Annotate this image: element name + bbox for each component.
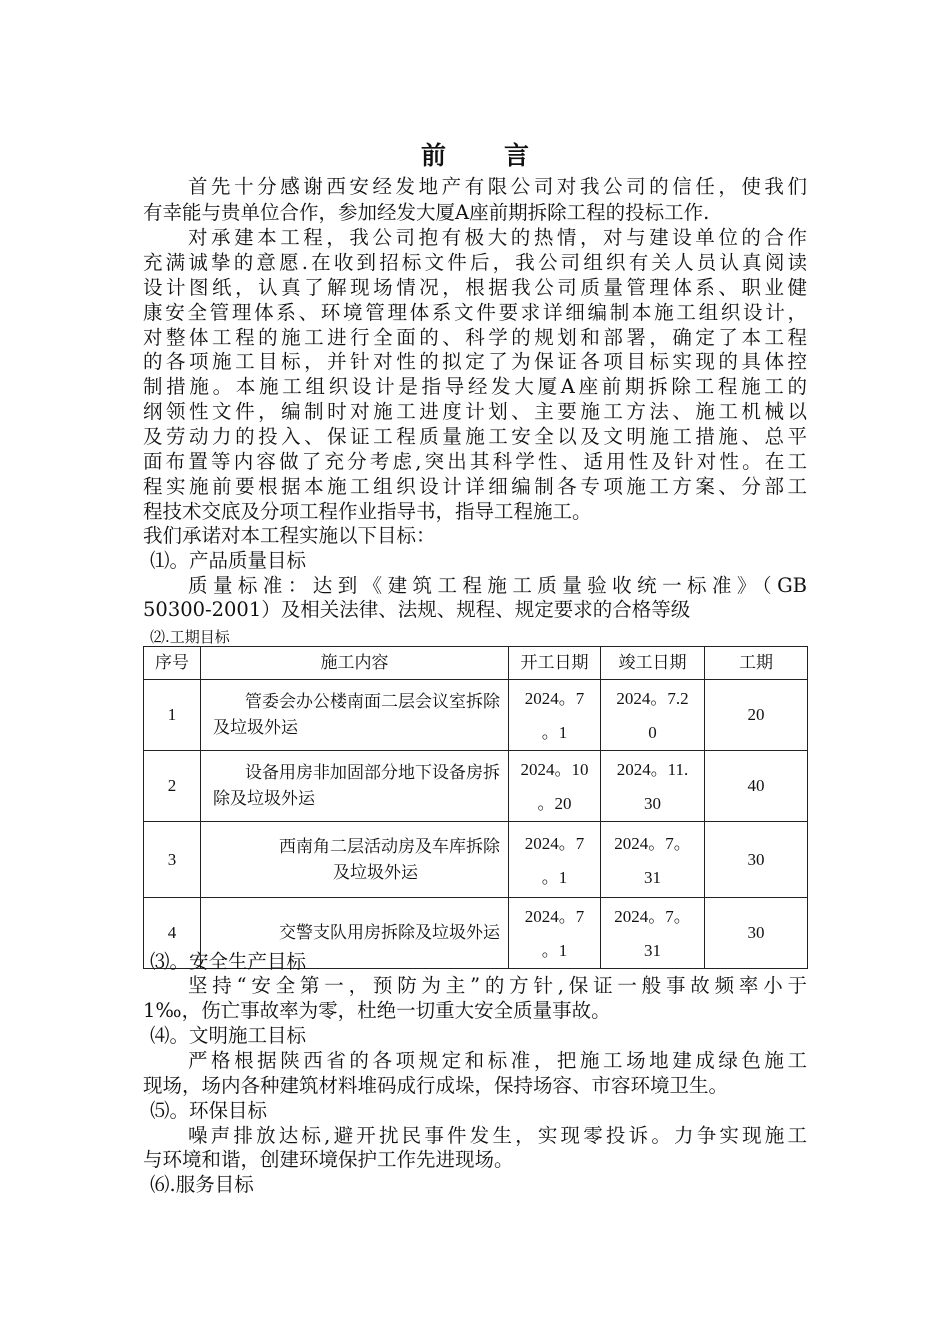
table-row <box>144 822 808 898</box>
intro-p2-line-1: 对承建本工程，我公司抱有极大的热情，对与建设单位的合作 <box>188 226 807 249</box>
row-content <box>201 680 509 751</box>
row-end-line: 2024。7。 <box>614 907 691 926</box>
row-start-line: 2024。7 <box>524 833 585 853</box>
commitment-line: 我们承诺对本工程实施以下目标： <box>143 524 436 547</box>
goal6-heading: ⑹.服务目标 <box>150 1173 254 1196</box>
row-end-line: 0 <box>648 723 657 742</box>
header-days: 工期 <box>705 647 808 680</box>
goal5-line-1: 噪声排放达标,避开扰民事件发生，实现零投诉。力争实现施工 <box>188 1124 807 1147</box>
goal3-line-2: 1‰，伤亡事故率为零，杜绝一切重大安全质量事故。 <box>143 999 611 1022</box>
row-days: 40 <box>705 751 808 822</box>
intro-p2-line-8: 纲领性文件，编制时对施工进度计划、主要施工方法、施工机械以 <box>143 400 807 423</box>
row-content-line: 西南角二层活动房及车库拆除 <box>279 836 500 856</box>
row-end <box>601 680 705 751</box>
goal2-heading: ⑵.工期目标 <box>150 628 230 646</box>
schedule-table <box>143 646 808 969</box>
row-end-line: 30 <box>644 794 661 813</box>
row-end-line: 2024。7.2 <box>616 689 689 708</box>
row-content-line: 设备用房非加固部分地下设备房拆 <box>245 763 500 782</box>
row-content <box>201 822 509 898</box>
row-content-line: 除及垃圾外运 <box>213 789 315 808</box>
intro-p2-line-6: 的各项施工目标，并针对性的拟定了为保证各项目标实现的具体控 <box>143 350 807 373</box>
row-start-line: 2024。10 <box>520 760 589 779</box>
header-no: 序号 <box>144 647 201 680</box>
title-char-1: 前 <box>420 141 446 170</box>
goal4-line-1: 严格根据陕西省的各项规定和标准，把施工场地建成绿色施工 <box>188 1049 807 1072</box>
row-start <box>509 751 601 822</box>
row-days: 20 <box>705 680 808 751</box>
table-row <box>144 680 808 751</box>
row-no: 3 <box>144 822 201 898</box>
row-end-line: 31 <box>644 867 661 887</box>
intro-p2-line-7: 制措施。本施工组织设计是指导经发大厦A座前期拆除工程施工的 <box>143 375 807 398</box>
intro-p2-line-9: 及劳动力的投入、保证工程质量施工安全以及文明施工措施、总平 <box>143 425 807 448</box>
table-row <box>144 751 808 822</box>
row-start-line: 。1 <box>541 723 568 742</box>
row-days: 30 <box>705 898 808 969</box>
intro-p2-line-10: 面布置等内容做了充分考虑,突出其科学性、适用性及针对性。在工 <box>143 450 807 473</box>
header-content: 施工内容 <box>201 647 509 680</box>
row-no: 1 <box>144 680 201 751</box>
row-end-line: 2024。11. <box>616 760 689 779</box>
row-start <box>509 822 601 898</box>
goal4-line-2: 现场，场内各种建筑材料堆码成行成垛，保持场容、市容环境卫生。 <box>143 1074 729 1097</box>
header-end: 竣工日期 <box>601 647 705 680</box>
row-end <box>601 822 705 898</box>
table-header-row <box>144 647 808 680</box>
intro-p2-line-2: 充满诚挚的意愿.在收到招标文件后，我公司组织有关人员认真阅读 <box>143 251 807 274</box>
intro-p1-line-2: 有幸能与贵单位合作，参加经发大厦A座前期拆除工程的投标工作. <box>143 201 710 224</box>
row-start-line: 2024。7 <box>524 689 585 708</box>
row-no: 2 <box>144 751 201 822</box>
row-content-line: 及垃圾外运 <box>213 718 298 737</box>
goal4-heading: ⑷。文明施工目标 <box>150 1024 307 1047</box>
intro-p2-line-5: 对整体工程的施工进行全面的、科学的规划和部署，确定了本工程 <box>143 326 807 349</box>
title-char-2: 言 <box>504 141 530 170</box>
row-start-line: 。1 <box>541 941 568 960</box>
row-end <box>601 751 705 822</box>
intro-p1-line-1: 首先十分感谢西安经发地产有限公司对我公司的信任，使我们 <box>188 175 807 198</box>
header-start: 开工日期 <box>509 647 601 680</box>
row-no: 4 <box>144 898 201 969</box>
goal3-heading: ⑶。安全生产目标 <box>150 950 307 973</box>
page-title <box>0 136 950 172</box>
row-end-line: 2024。7。 <box>614 833 691 853</box>
row-days: 30 <box>705 822 808 898</box>
intro-p2-line-3: 设计图纸，认真了解现场情况，根据我公司质量管理体系、职业健 <box>143 276 807 299</box>
goal5-line-2: 与环境和谐，创建环境保护工作先进现场。 <box>143 1148 514 1171</box>
row-content <box>201 751 509 822</box>
goal1-line-1: 质量标准：达到《建筑工程施工质量验收统一标准》（GB <box>188 574 807 597</box>
row-end <box>601 898 705 969</box>
row-end-line: 31 <box>644 941 661 960</box>
row-start <box>509 898 601 969</box>
row-start-line: 。1 <box>541 867 568 887</box>
row-start-line: 。20 <box>537 794 572 813</box>
intro-p2-line-11: 程实施前要根据本施工组织设计详细编制各专项施工方案、分部工 <box>143 475 807 498</box>
intro-p2-line-4: 康安全管理体系、环境管理体系文件要求详细编制本施工组织设计， <box>143 301 807 324</box>
row-start <box>509 680 601 751</box>
row-start-line: 2024。7 <box>524 907 585 926</box>
row-content-line: 交警支队用房拆除及垃圾外运 <box>279 923 500 942</box>
goal3-line-1: 坚持“安全第一，预防为主”的方针,保证一般事故频率小于 <box>188 974 807 997</box>
row-content-line: 及垃圾外运 <box>333 862 418 882</box>
goal5-heading: ⑸。环保目标 <box>150 1099 268 1122</box>
intro-p2-line-12: 程技术交底及分项工程作业指导书，指导工程施工。 <box>143 500 592 523</box>
row-content-line: 管委会办公楼南面二层会议室拆除 <box>245 692 500 711</box>
goal1-heading: ⑴。产品质量目标 <box>150 549 307 572</box>
goal1-line-2: 50300-2001）及相关法律、法规、规程、规定要求的合格等级 <box>143 598 691 621</box>
